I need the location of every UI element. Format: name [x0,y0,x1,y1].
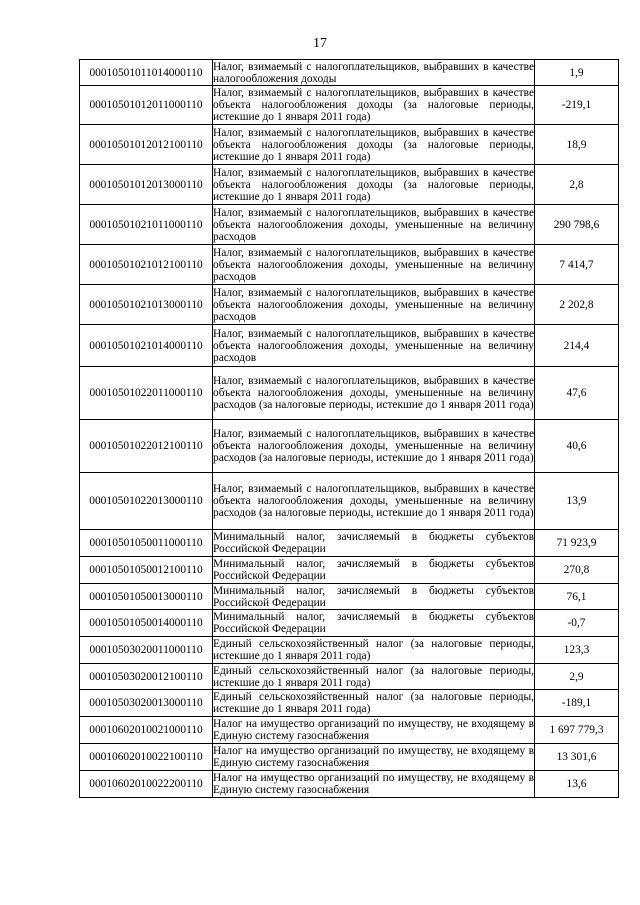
description-cell: Налог, взимаемый с налогоплательщиков, выбравших в качестве объекта налогообложения доходы, уменьшенные на величину расходов [213,325,535,367]
table-body [80,60,619,798]
amount-cell: 2,9 [535,664,619,690]
table-row [80,165,619,205]
budget-table [79,59,619,798]
description-cell: Единый сельскохозяйственный налог (за налоговые периоды, истекшие до 1 января 2011 года) [213,638,534,662]
table-row [80,664,619,690]
table-row [80,205,619,245]
description-cell: Налог, взимаемый с налогоплательщиков, выбравших в качестве объекта налогообложения доходы, уменьшенные на величину расходов [213,206,534,243]
code-cell: 00010501021012100110 [80,245,213,285]
table-row [80,473,619,530]
table-row [80,60,619,86]
description-cell: Налог на имущество организаций по имуществу, не входящему в Единую систему газоснабжения [213,718,534,742]
table-row [80,420,619,473]
amount-cell: 290 798,6 [535,205,619,245]
table-row [80,744,619,771]
code-cell: 00010501021014000110 [80,325,213,367]
description-cell: Налог, взимаемый с налогоплательщиков, выбравших в качестве объекта налогообложения доходы, уменьшенные на величину расходов (за налоговые периоды, истекшие до 1 января 2011 года) [213,473,535,530]
description-cell: Налог, взимаемый с налогоплательщиков, выбравших в качестве объекта налогообложения доходы (за налоговые периоды, истекшие до 1 января 2011 года) [213,166,534,203]
amount-cell: 2 202,8 [535,285,619,325]
amount-cell: 13,6 [535,771,619,798]
table-row [80,584,619,610]
table-row [80,245,619,285]
table-row [80,125,619,165]
code-cell: 00010501021013000110 [80,285,213,325]
description-cell: Налог, взимаемый с налогоплательщиков, выбравших в качестве объекта налогообложения доходы, уменьшенные на величину расходов [213,286,534,323]
amount-cell: 13 301,6 [535,744,619,771]
code-cell: 00010501022011000110 [80,367,213,420]
amount-cell: 18,9 [535,125,619,165]
amount-cell: 214,4 [535,325,619,367]
amount-cell: 7 414,7 [535,245,619,285]
code-cell: 00010602010021000110 [80,717,213,744]
table-row [80,530,619,557]
description-cell: Единый сельскохозяйственный налог (за налоговые периоды, истекшие до 1 января 2011 года) [213,691,534,715]
description-cell: Минимальный налог, зачисляемый в бюджеты субъектов Российской Федерации [213,531,534,555]
table-row [80,637,619,664]
code-cell: 00010501050013000110 [80,584,213,610]
table-row [80,610,619,637]
page-number: 17 [313,36,327,51]
description-cell: Единый сельскохозяйственный налог (за налоговые периоды, истекшие до 1 января 2011 года) [213,664,534,689]
table-row [80,86,619,125]
code-cell: 00010501022013000110 [80,473,213,530]
code-cell: 00010503020011000110 [80,637,213,664]
description-cell: Налог, взимаемый с налогоплательщиков, выбравших в качестве объекта налогообложения доходы (за налоговые периоды, истекшие до 1 января 2011 года) [213,87,534,123]
code-cell: 00010501022012100110 [80,420,213,473]
amount-cell: 1,9 [535,60,619,86]
table-row [80,325,619,367]
table-row [80,771,619,798]
table-row [80,690,619,717]
description-cell: Налог, взимаемый с налогоплательщиков, выбравших в качестве объекта налогообложения доходы, уменьшенные на величину расходов (за налоговые периоды, истекшие до 1 января 2011 года) [213,420,535,473]
amount-cell: -189,1 [535,690,619,717]
code-cell: 00010503020012100110 [80,664,213,690]
amount-cell: 40,6 [535,420,619,473]
amount-cell: -219,1 [535,86,619,125]
code-cell: 00010501050014000110 [80,610,213,637]
description-cell: Налог, взимаемый с налогоплательщиков, выбравших в качестве налогообложения доходы [213,60,534,85]
code-cell: 00010501012013000110 [80,165,213,205]
table-row [80,557,619,584]
description-cell: Налог на имущество организаций по имуществу, не входящему в Единую систему газоснабжения [213,745,534,769]
amount-cell: 76,1 [535,584,619,610]
amount-cell: 270,8 [535,557,619,584]
amount-cell: -0,7 [535,610,619,637]
amount-cell: 123,3 [535,637,619,664]
amount-cell: 1 697 779,3 [535,717,619,744]
table-row [80,285,619,325]
code-cell: 00010501012012100110 [80,125,213,165]
code-cell: 00010501050011000110 [80,530,213,557]
description-cell: Налог, взимаемый с налогоплательщиков, выбравших в качестве объекта налогообложения доходы, уменьшенные на величину расходов [213,246,534,283]
code-cell: 00010501050012100110 [80,557,213,584]
code-cell: 00010501012011000110 [80,86,213,125]
code-cell: 00010503020013000110 [80,690,213,717]
table-row [80,717,619,744]
description-cell: Минимальный налог, зачисляемый в бюджеты субъектов Российской Федерации [213,558,534,582]
description-cell: Минимальный налог, зачисляемый в бюджеты субъектов Российской Федерации [213,584,534,609]
description-cell: Налог на имущество организаций по имуществу, не входящему в Единую систему газоснабжения [213,772,534,796]
description-cell: Налог, взимаемый с налогоплательщиков, выбравших в качестве объекта налогообложения доходы (за налоговые периоды, истекшие до 1 января 2011 года) [213,126,534,163]
amount-cell: 47,6 [535,367,619,420]
amount-cell: 2,8 [535,165,619,205]
code-cell: 00010501011014000110 [80,60,213,86]
code-cell: 00010501021011000110 [80,205,213,245]
description-cell: Налог, взимаемый с налогоплательщиков, выбравших в качестве объекта налогообложения доходы, уменьшенные на величину расходов (за налоговые периоды, истекшие до 1 января 2011 года) [213,367,535,420]
description-cell: Минимальный налог, зачисляемый в бюджеты субъектов Российской Федерации [213,611,534,635]
amount-cell: 13,9 [535,473,619,530]
code-cell: 00010602010022200110 [80,771,213,798]
amount-cell: 71 923,9 [535,530,619,557]
code-cell: 00010602010022100110 [80,744,213,771]
table-row [80,367,619,420]
